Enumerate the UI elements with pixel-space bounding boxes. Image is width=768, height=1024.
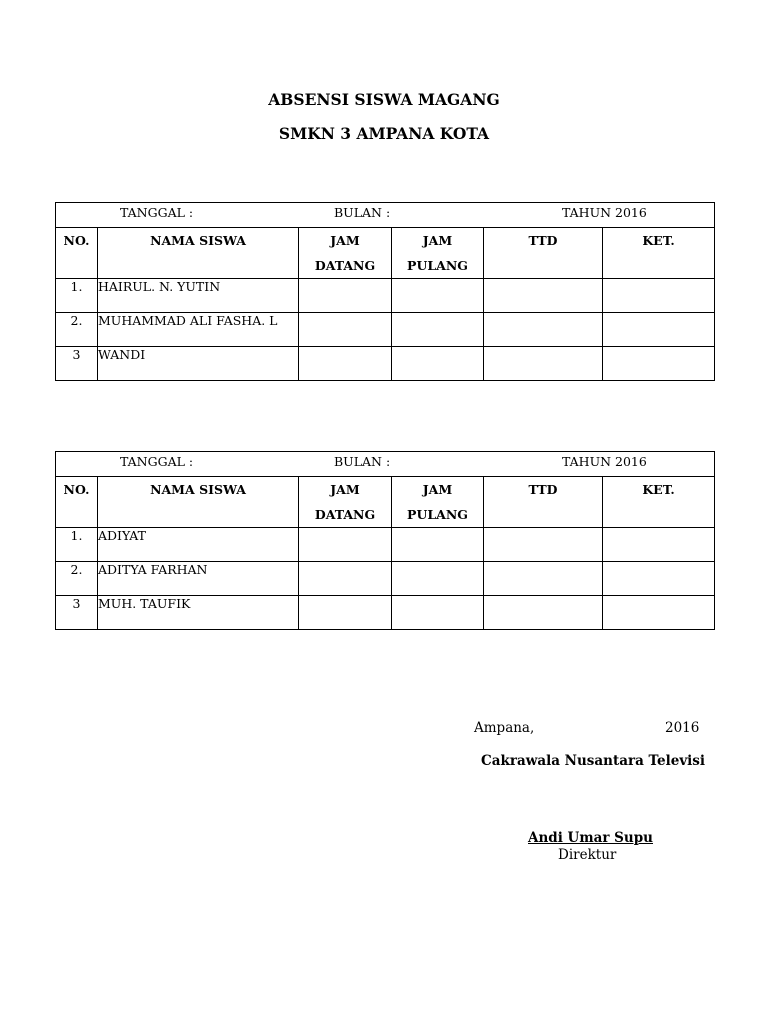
jam-pulang-cell (392, 313, 484, 347)
row-number: 2. (56, 562, 98, 596)
ket-cell (603, 528, 715, 562)
document-title: ABSENSI SISWA MAGANG (268, 90, 500, 109)
company-name: Cakrawala Nusantara Televisi (481, 753, 706, 769)
ttd-cell (484, 528, 603, 562)
table-row (56, 313, 715, 347)
header-no: NO. (56, 477, 98, 528)
jam-datang-cell (299, 313, 392, 347)
ttd-cell (484, 347, 603, 381)
student-name: ADIYAT (98, 528, 299, 562)
header-jam-datang-line-1: JAM (330, 233, 360, 248)
header-jam-datang-line-2: DATANG (314, 507, 376, 522)
ket-cell (603, 562, 715, 596)
table-row (56, 596, 715, 630)
ket-cell (603, 313, 715, 347)
header-jam-pulang-line-1: JAM (422, 482, 453, 497)
table-row (56, 279, 715, 313)
row-number: 3 (56, 347, 98, 381)
jam-pulang-cell (392, 279, 484, 313)
tahun-label: TAHUN 2016 (562, 454, 647, 469)
row-number: 1. (56, 528, 98, 562)
ket-cell (603, 596, 715, 630)
student-name: HAIRUL. N. YUTIN (98, 279, 299, 313)
header-nama-siswa: NAMA SISWA (98, 228, 299, 279)
header-jam-datang-line-2: DATANG (314, 258, 376, 273)
header-ttd: TTD (484, 477, 603, 528)
date-cell (56, 452, 715, 477)
row-number: 2. (56, 313, 98, 347)
ttd-cell (484, 596, 603, 630)
jam-datang-cell (299, 279, 392, 313)
header-jam-pulang (392, 477, 484, 528)
jam-pulang-cell (392, 528, 484, 562)
header-jam-datang (299, 228, 392, 279)
header-ttd: TTD (484, 228, 603, 279)
signatory-role: Direktur (558, 847, 617, 863)
header-row (56, 477, 715, 528)
student-name: WANDI (98, 347, 299, 381)
table-row (56, 347, 715, 381)
attendance-table-1 (55, 202, 715, 381)
ket-cell (603, 279, 715, 313)
ttd-cell (484, 562, 603, 596)
header-jam-pulang-line-2: PULANG (407, 258, 468, 273)
header-jam-pulang-line-2: PULANG (407, 507, 468, 522)
header-jam-datang (299, 477, 392, 528)
header-ket: KET. (603, 477, 715, 528)
header-row (56, 228, 715, 279)
header-jam-pulang (392, 228, 484, 279)
tahun-label: TAHUN 2016 (562, 205, 647, 220)
ket-cell (603, 347, 715, 381)
jam-datang-cell (299, 596, 392, 630)
row-number: 3 (56, 596, 98, 630)
table-row (56, 562, 715, 596)
ttd-cell (484, 279, 603, 313)
attendance-table-2 (55, 451, 715, 630)
header-jam-datang-line-1: JAM (330, 482, 360, 497)
jam-datang-cell (299, 562, 392, 596)
tanggal-label: TANGGAL : (120, 454, 194, 469)
header-no: NO. (56, 228, 98, 279)
student-name: ADITYA FARHAN (98, 562, 299, 596)
jam-datang-cell (299, 528, 392, 562)
jam-pulang-cell (392, 347, 484, 381)
table-row (56, 528, 715, 562)
school-name: SMKN 3 AMPANA KOTA (278, 124, 490, 143)
signatory-name: Andi Umar Supu (528, 830, 653, 846)
jam-pulang-cell (392, 562, 484, 596)
ttd-cell (484, 313, 603, 347)
header-nama-siswa: NAMA SISWA (98, 477, 299, 528)
jam-pulang-cell (392, 596, 484, 630)
jam-datang-cell (299, 347, 392, 381)
signature-year: 2016 (665, 720, 700, 736)
header-ket: KET. (603, 228, 715, 279)
date-cell (56, 203, 715, 228)
header-jam-pulang-line-1: JAM (422, 233, 453, 248)
bulan-label: BULAN : (334, 454, 391, 469)
tanggal-label: TANGGAL : (120, 205, 194, 220)
student-name: MUHAMMAD ALI FASHA. L (98, 313, 299, 347)
date-row (56, 203, 715, 228)
row-number: 1. (56, 279, 98, 313)
date-row (56, 452, 715, 477)
signature-place: Ampana, (474, 720, 535, 736)
bulan-label: BULAN : (334, 205, 391, 220)
student-name: MUH. TAUFIK (98, 596, 299, 630)
